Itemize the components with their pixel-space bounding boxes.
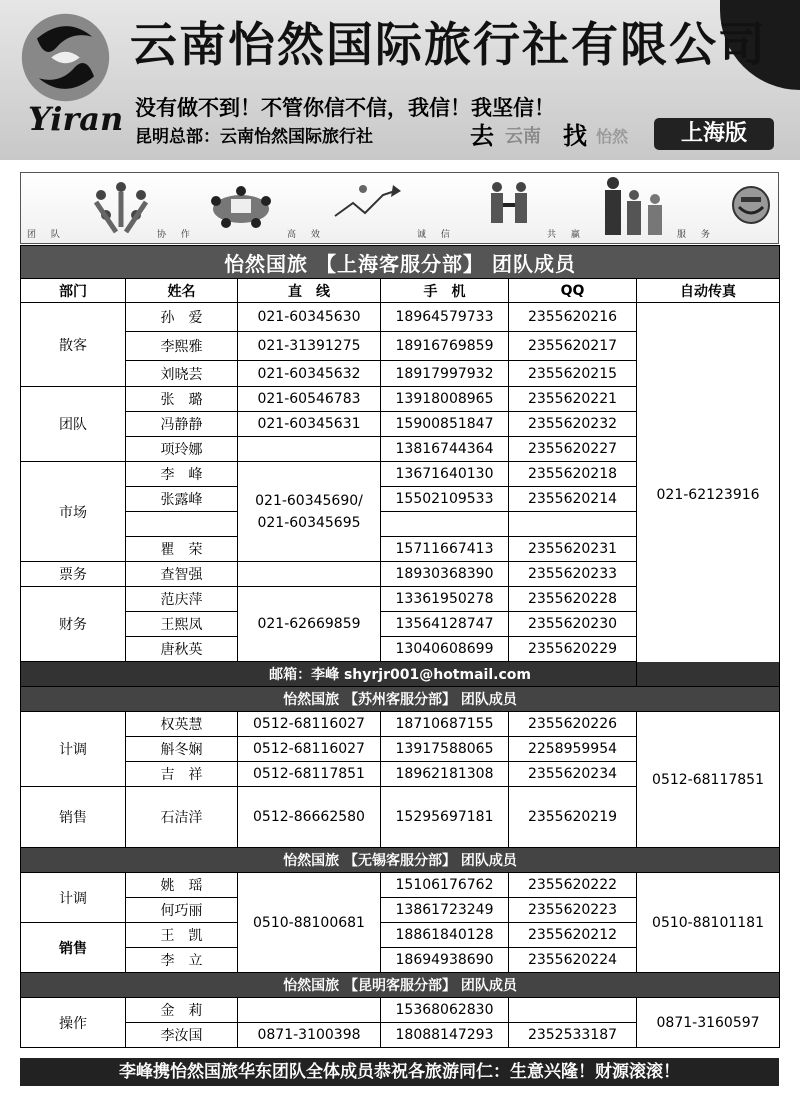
fax-cell: 0510-88101181 [637, 873, 780, 973]
line-cell: 0512-68116027 [238, 712, 381, 737]
name-cell: 李汝国 [126, 1023, 238, 1048]
fax-cell: 021-62123916 [637, 303, 780, 687]
meeting-table-icon [206, 179, 276, 234]
name-cell: 孙 爱 [126, 303, 238, 332]
dept-cell: 散客 [21, 303, 126, 387]
column-header: 部门 [21, 279, 126, 303]
mobile-cell: 15711667413 [381, 537, 509, 562]
qq-cell: 2355620217 [509, 332, 637, 361]
yiran-text: 怡然 [596, 127, 629, 146]
mobile-cell: 13361950278 [381, 587, 509, 612]
smiley-globe-icon [731, 185, 771, 225]
qq-cell: 2355620219 [509, 787, 637, 848]
banner-label: 团 队 [27, 230, 66, 240]
name-cell: 项玲娜 [126, 437, 238, 462]
name-cell: 瞿 荣 [126, 537, 238, 562]
name-cell: 唐秋英 [126, 637, 238, 662]
fax-cell: 0512-68117851 [637, 712, 780, 848]
qq-cell: 2355620228 [509, 587, 637, 612]
mobile-cell: 18917997932 [381, 361, 509, 387]
mobile-cell: 18916769859 [381, 332, 509, 361]
name-cell: 何巧丽 [126, 898, 238, 923]
qq-cell [509, 512, 637, 537]
qq-cell [509, 998, 637, 1023]
name-cell: 查智强 [126, 562, 238, 587]
banner-label: 共 赢 [547, 230, 586, 240]
mobile-cell: 18088147293 [381, 1023, 509, 1048]
qq-cell: 2258959954 [509, 737, 637, 762]
qq-cell: 2355620223 [509, 898, 637, 923]
name-cell: 范庆萍 [126, 587, 238, 612]
banner-label: 协 作 [157, 230, 196, 240]
name-cell: 斛冬娴 [126, 737, 238, 762]
slogan: 没有做不到！不管你信不信，我信！我坚信！ [135, 95, 555, 120]
line-cell: 021-60345632 [238, 361, 381, 387]
wuxi-section-title: 怡然国旅 【无锡客服分部】 团队成员 [21, 848, 780, 873]
edition-badge: 上海版 [654, 118, 774, 150]
line-cell: 0512-86662580 [238, 787, 381, 848]
line-cell: 021-60546783 [238, 387, 381, 412]
team-circle-icon [76, 177, 166, 237]
line-cell [238, 562, 381, 587]
headquarters-line: 昆明总部：云南怡然国际旅行社 [135, 127, 373, 147]
line-cell: 0512-68116027 [238, 737, 381, 762]
mobile-cell: 13861723249 [381, 898, 509, 923]
company-name: 云南怡然国际旅行社有限公司 [130, 18, 767, 73]
dept-cell: 财务 [21, 587, 126, 662]
kunming-section-title: 怡然国旅 【昆明客服分部】 团队成员 [21, 973, 780, 998]
mobile-cell: 18861840128 [381, 923, 509, 948]
qq-cell: 2355620226 [509, 712, 637, 737]
name-cell: 吉 祥 [126, 762, 238, 787]
brand-wordmark: Yiran [28, 100, 124, 138]
suzhou-section-title: 怡然国旅 【苏州客服分部】 团队成员 [21, 687, 780, 712]
mobile-cell: 13040608699 [381, 637, 509, 662]
name-cell: 张露峰 [126, 487, 238, 512]
qq-cell: 2355620229 [509, 637, 637, 662]
mobile-cell: 18962181308 [381, 762, 509, 787]
name-cell: 石洁洋 [126, 787, 238, 848]
banner-label: 高 效 [287, 230, 326, 240]
dept-cell: 计调 [21, 873, 126, 923]
qq-cell: 2355620234 [509, 762, 637, 787]
banner-label: 服 务 [677, 230, 716, 240]
dept-cell: 销售 [21, 787, 126, 848]
name-cell: 权英慧 [126, 712, 238, 737]
dept-cell: 团队 [21, 387, 126, 462]
line-cell: 0510-88100681 [238, 873, 381, 973]
yunnan-text: 云南 [505, 126, 541, 147]
page-header [0, 0, 800, 160]
business-team-icon [599, 175, 669, 239]
column-header: 自动传真 [637, 279, 780, 303]
name-cell: 王熙凤 [126, 612, 238, 637]
qq-cell: 2352533187 [509, 1023, 637, 1048]
qq-cell: 2355620224 [509, 948, 637, 973]
line-cell: 021-31391275 [238, 332, 381, 361]
mobile-cell: 13918008965 [381, 387, 509, 412]
qq-cell: 2355620221 [509, 387, 637, 412]
line-cell [238, 998, 381, 1023]
values-banner [20, 172, 779, 244]
qq-cell: 2355620212 [509, 923, 637, 948]
fax-cell: 0871-3160597 [637, 998, 780, 1048]
name-cell: 姚 瑶 [126, 873, 238, 898]
column-header: 直 线 [238, 279, 381, 303]
name-cell: 王 凯 [126, 923, 238, 948]
mobile-cell: 18710687155 [381, 712, 509, 737]
qq-cell: 2355620231 [509, 537, 637, 562]
name-cell: 李 峰 [126, 462, 238, 487]
dept-cell: 销售 [21, 923, 126, 973]
qq-cell: 2355620215 [509, 361, 637, 387]
mobile-cell: 18930368390 [381, 562, 509, 587]
banner-label: 诚 信 [417, 230, 456, 240]
shanghai-section-title: 怡然国旅 【上海客服分部】 团队成员 [21, 246, 780, 279]
mobile-cell: 15106176762 [381, 873, 509, 898]
growth-arrow-icon [333, 181, 403, 226]
staff-directory-table [20, 245, 780, 1048]
qq-cell: 2355620214 [509, 487, 637, 512]
mobile-cell: 18694938690 [381, 948, 509, 973]
qq-cell: 2355620233 [509, 562, 637, 587]
qq-cell: 2355620216 [509, 303, 637, 332]
mobile-cell [381, 512, 509, 537]
name-cell: 冯静静 [126, 412, 238, 437]
name-cell [126, 512, 238, 537]
qq-cell: 2355620227 [509, 437, 637, 462]
mobile-cell: 18964579733 [381, 303, 509, 332]
line-cell: 0871-3100398 [238, 1023, 381, 1048]
mobile-cell: 13671640130 [381, 462, 509, 487]
name-cell: 刘晓芸 [126, 361, 238, 387]
line-cell [238, 437, 381, 462]
dept-cell: 计调 [21, 712, 126, 787]
line-cell: 021-60345630 [238, 303, 381, 332]
dept-cell: 操作 [21, 998, 126, 1048]
column-header: QQ [509, 279, 637, 303]
dept-cell: 票务 [21, 562, 126, 587]
go-text: 去 [470, 122, 494, 150]
mobile-cell: 13816744364 [381, 437, 509, 462]
name-cell: 金 莉 [126, 998, 238, 1023]
handshake-icon [479, 177, 539, 237]
footer-greeting: 李峰携怡然国旅华东团队全体成员恭祝各旅游同仁：生意兴隆！财源滚滚！ [20, 1058, 779, 1086]
mobile-cell: 15368062830 [381, 998, 509, 1023]
qq-cell: 2355620232 [509, 412, 637, 437]
mobile-cell: 15295697181 [381, 787, 509, 848]
line-cell: 021-62669859 [238, 587, 381, 662]
qq-cell: 2355620230 [509, 612, 637, 637]
swirl-logo-icon [18, 10, 113, 105]
qq-cell: 2355620218 [509, 462, 637, 487]
mobile-cell: 15900851847 [381, 412, 509, 437]
column-header: 手 机 [381, 279, 509, 303]
name-cell: 李熙雅 [126, 332, 238, 361]
dept-cell: 市场 [21, 462, 126, 562]
email-bar: 邮箱：李峰 shyrjr001@hotmail.com [21, 662, 780, 687]
qq-cell: 2355620222 [509, 873, 637, 898]
line-cell: 0512-68117851 [238, 762, 381, 787]
name-cell: 张 璐 [126, 387, 238, 412]
line-cell: 021-60345690/ 021-60345695 [238, 462, 381, 562]
column-header: 姓名 [126, 279, 238, 303]
name-cell: 李 立 [126, 948, 238, 973]
line-cell: 021-60345631 [238, 412, 381, 437]
mobile-cell: 13917588065 [381, 737, 509, 762]
mobile-cell: 15502109533 [381, 487, 509, 512]
find-text: 找 [563, 122, 587, 150]
mobile-cell: 13564128747 [381, 612, 509, 637]
